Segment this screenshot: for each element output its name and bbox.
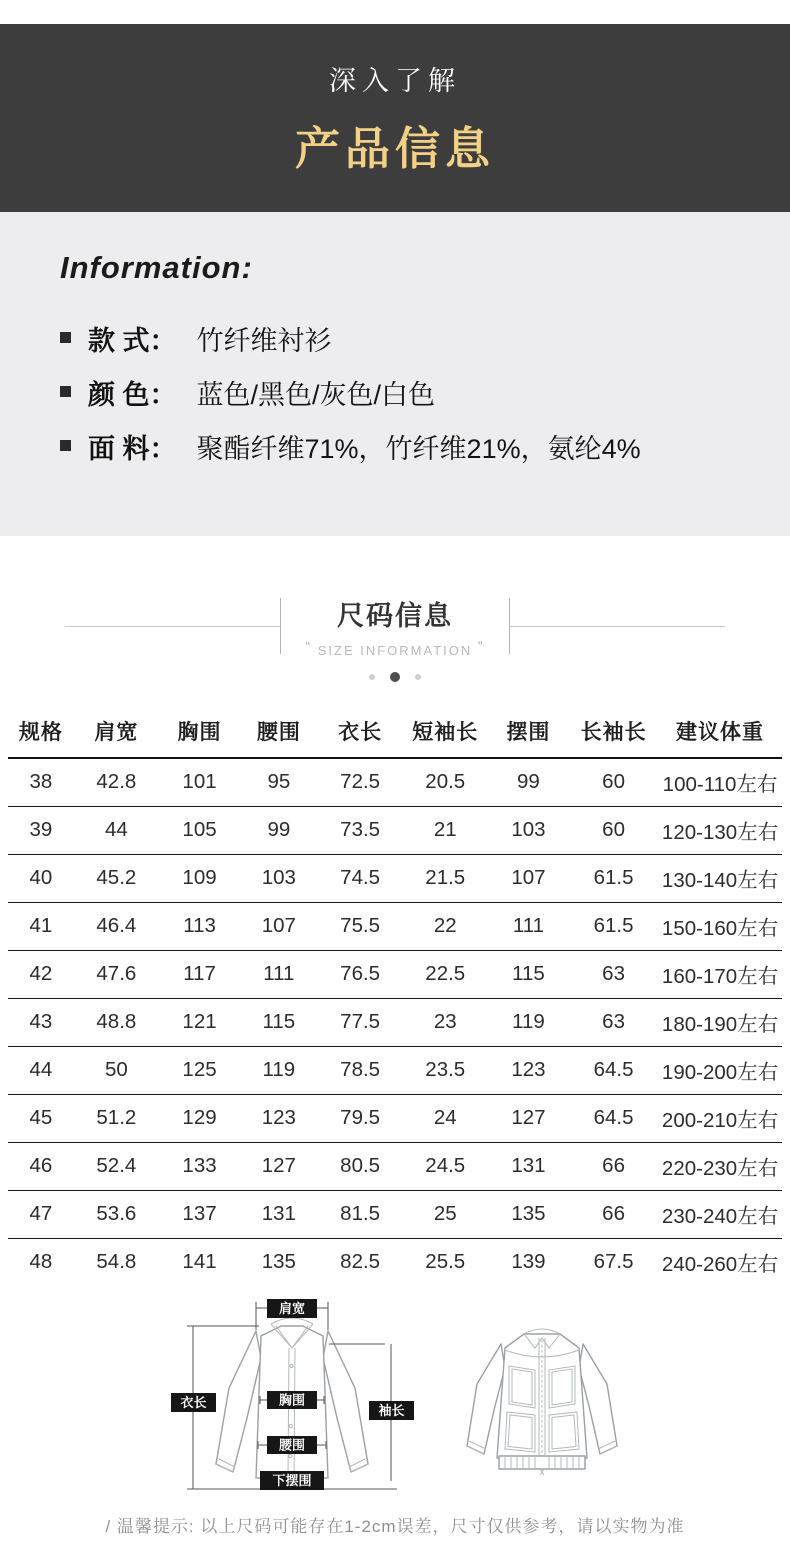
table-cell: 60 [569,806,658,854]
banner-subtitle: 深入了解 [329,66,461,96]
shoulder-width-label: 肩宽 [278,1301,306,1316]
column-header: 长袖长 [569,708,658,758]
table-cell: 95 [240,758,317,806]
footer-disclaimer: / 温馨提示: 以上尺码可能存在1-2cm误差，尺寸仅供参考，请以实物为准 [105,1517,685,1536]
table-cell: 63 [569,950,658,998]
table-cell: 66 [569,1142,658,1190]
table-cell: 75.5 [318,902,403,950]
table-cell: 99 [488,758,569,806]
table-cell: 78.5 [318,1046,403,1094]
table-cell: 74.5 [318,854,403,902]
information-section [0,212,790,536]
column-header: 衣长 [318,708,403,758]
table-cell: 123 [240,1094,317,1142]
table-cell: 107 [488,854,569,902]
size-section-header [0,594,790,658]
table-cell: 21 [403,806,488,854]
table-cell: 48 [29,1250,53,1274]
table-cell: 54.8 [96,1250,137,1274]
table-cell: 50 [74,1046,159,1094]
size-subtitle [281,638,509,658]
table-cell: 73.5 [318,806,403,854]
table-cell: 47.6 [74,950,159,998]
table-cell: 45.2 [74,854,159,902]
table-row [8,1142,782,1190]
table-cell: 61.5 [569,854,658,902]
table-cell: 141 [182,1250,217,1274]
table-cell: 47 [8,1190,74,1238]
info-value: 蓝色/黑色/灰色/白色 [196,379,436,410]
size-section [0,594,790,1537]
table-cell: 82.5 [340,1250,381,1274]
size-title-block [281,594,509,658]
info-label: 面 料： [88,433,177,464]
open-quote: “ [305,638,313,654]
table-cell: 52.4 [74,1142,159,1190]
table-cell: 135 [261,1250,296,1274]
table-cell: 125 [159,1046,240,1094]
table-cell: 137 [159,1190,240,1238]
table-row [8,854,782,902]
column-header: 规格 [8,708,74,758]
table-cell: 20.5 [403,758,488,806]
size-table-header-row [8,708,782,758]
table-cell: 160-170左右 [658,950,782,998]
table-cell: 115 [240,998,317,1046]
table-cell: 127 [488,1094,569,1142]
table-row [8,902,782,950]
table-cell: 44 [74,806,159,854]
bullet-square-icon [60,386,71,397]
close-quote: ” [477,638,485,654]
table-cell: 21.5 [403,854,488,902]
table-row [8,806,782,854]
table-cell: 129 [159,1094,240,1142]
table-row [8,1238,782,1286]
table-cell: 22.5 [403,950,488,998]
table-cell: 66 [569,1190,658,1238]
column-header: 短袖长 [403,708,488,758]
table-cell: 220-230左右 [658,1142,782,1190]
table-cell: 190-200左右 [658,1046,782,1094]
table-cell: 133 [159,1142,240,1190]
chest-label: 胸围 [278,1392,306,1408]
table-row [8,758,782,806]
table-cell: 46.4 [74,902,159,950]
table-cell: 64.5 [569,1046,658,1094]
sleeve-length-label: 袖长 [378,1403,405,1418]
top-white-strip [0,0,790,24]
column-header: 建议体重 [658,708,782,758]
table-cell: 39 [8,806,74,854]
table-cell: 64.5 [569,1094,658,1142]
table-cell: 230-240左右 [658,1190,782,1238]
info-item-style [60,322,750,354]
table-cell: 119 [488,998,569,1046]
table-cell: 111 [240,950,317,998]
carousel-dot-active [390,672,400,682]
info-item-fabric [60,430,750,462]
column-header: 胸围 [159,708,240,758]
info-value: 竹纤维衬衫 [196,325,332,356]
table-cell: 105 [159,806,240,854]
table-cell: 123 [488,1046,569,1094]
table-cell: 44 [8,1046,74,1094]
table-cell: 46 [8,1142,74,1190]
table-cell: 25.5 [425,1250,466,1274]
table-cell: 24 [403,1094,488,1142]
column-header: 摆围 [488,708,569,758]
information-list [60,322,750,462]
table-cell: 150-160左右 [658,902,782,950]
table-cell: 67.5 [593,1250,634,1274]
table-cell: 139 [511,1250,546,1274]
info-item-color [60,376,750,408]
table-cell: 127 [240,1142,317,1190]
table-cell: 38 [8,758,74,806]
table-cell: 100-110左右 [658,758,782,806]
table-cell: 103 [240,854,317,902]
table-cell: 200-210左右 [658,1094,782,1142]
info-label: 颜 色： [88,379,177,410]
table-cell: 80.5 [318,1142,403,1190]
column-header: 腰围 [240,708,317,758]
table-cell: 76.5 [318,950,403,998]
garment-length-label: 衣长 [180,1395,207,1410]
table-row [8,998,782,1046]
table-cell: 130-140左右 [658,854,782,902]
hem-label: 下摆围 [272,1473,312,1488]
divider-line-right [510,626,725,627]
carousel-dots [0,672,790,682]
banner [0,24,790,212]
measurement-diagrams [0,1296,790,1496]
table-cell: 60 [569,758,658,806]
table-cell: 41 [8,902,74,950]
table-cell: 135 [488,1190,569,1238]
table-cell: 42 [8,950,74,998]
table-cell: 101 [159,758,240,806]
table-cell: 81.5 [318,1190,403,1238]
table-cell: 119 [240,1046,317,1094]
table-cell: 42.8 [74,758,159,806]
table-cell: 121 [159,998,240,1046]
jacket-diagram [457,1316,627,1476]
table-cell: 117 [159,950,240,998]
size-table-wrap [8,708,782,1286]
info-label: 款 式： [88,325,177,356]
table-cell: 240-260左右 [661,1253,779,1277]
table-cell: 53.6 [74,1190,159,1238]
size-title: 尺码信息 [337,601,453,631]
table-cell: 63 [569,998,658,1046]
table-cell: 131 [488,1142,569,1190]
table-cell: 72.5 [318,758,403,806]
table-cell: 48.8 [74,998,159,1046]
banner-title: 产品信息 [294,123,495,174]
table-cell: 45 [8,1094,74,1142]
table-cell: 43 [8,998,74,1046]
table-cell: 77.5 [318,998,403,1046]
size-subtitle-text: SIZE INFORMATION [317,643,473,658]
table-row [8,1046,782,1094]
divider-line-left [65,626,280,627]
table-cell: 40 [8,854,74,902]
table-cell: 61.5 [569,902,658,950]
table-cell: 115 [488,950,569,998]
table-cell: 25 [403,1190,488,1238]
table-cell: 109 [159,854,240,902]
table-cell: 99 [240,806,317,854]
bullet-square-icon [60,332,71,343]
carousel-dot [369,674,375,680]
table-row [8,1190,782,1238]
table-cell: 120-130左右 [658,806,782,854]
table-cell: 107 [240,902,317,950]
waist-label: 腰围 [278,1437,306,1453]
carousel-dot [415,674,421,680]
shirt-measurement-diagram [163,1296,421,1496]
size-table [8,708,782,1286]
table-cell: 23.5 [403,1046,488,1094]
table-cell: 23 [403,998,488,1046]
info-value: 聚酯纤维71%，竹纤维21%，氨纶4% [196,433,641,464]
information-heading: Information: [60,250,253,285]
table-cell: 113 [159,902,240,950]
table-cell: 22 [403,902,488,950]
table-cell: 103 [488,806,569,854]
size-table-body [8,758,782,1286]
table-cell: 131 [240,1190,317,1238]
table-cell: 180-190左右 [658,998,782,1046]
table-row [8,1094,782,1142]
table-cell: 111 [488,902,569,950]
bullet-square-icon [60,440,71,451]
table-row [8,950,782,998]
table-cell: 51.2 [74,1094,159,1142]
column-header: 肩宽 [74,708,159,758]
table-cell: 24.5 [403,1142,488,1190]
table-cell: 79.5 [318,1094,403,1142]
